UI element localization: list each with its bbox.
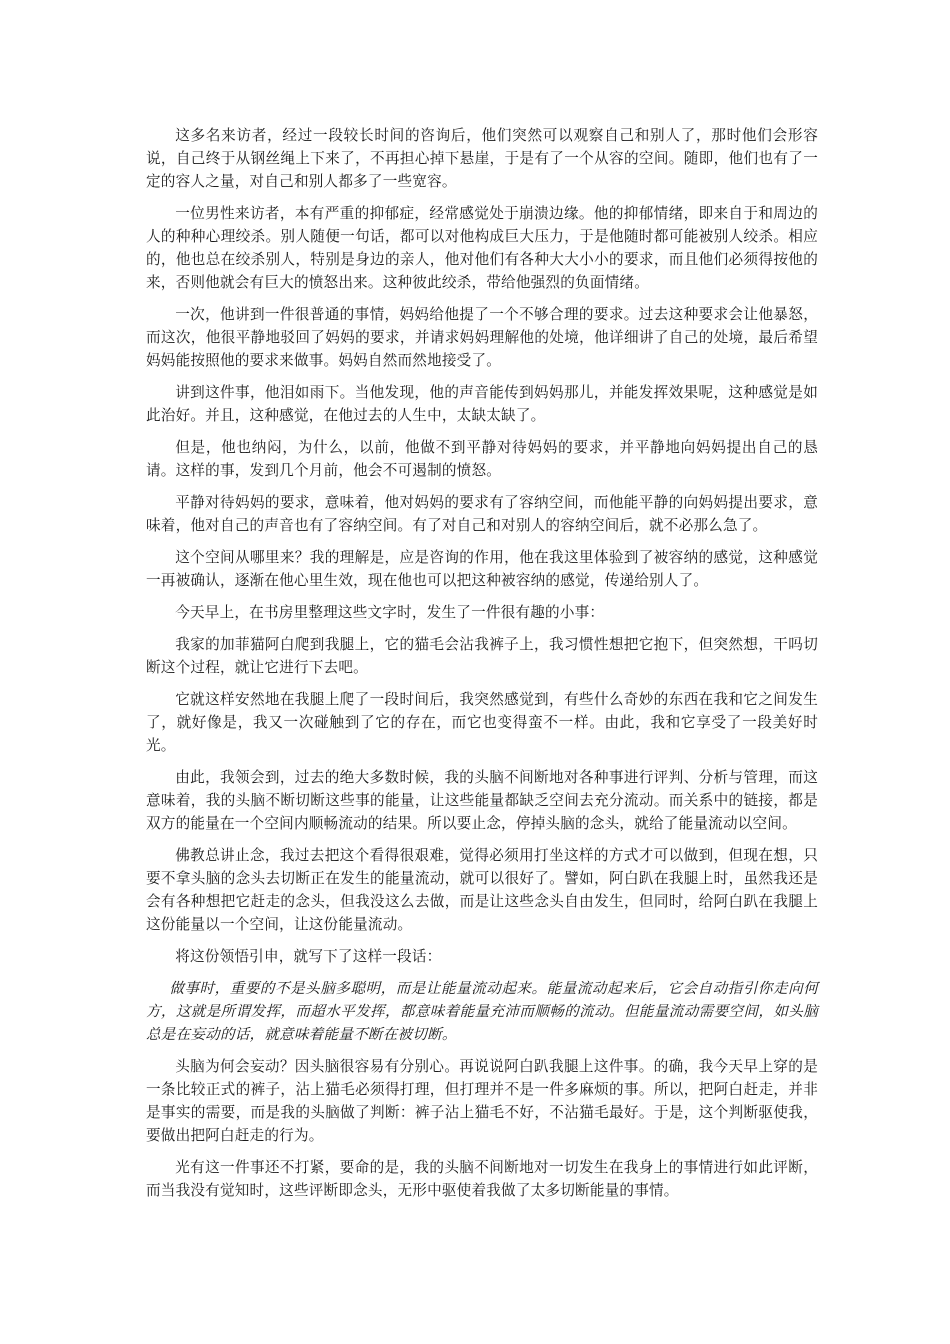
- paragraph: 这多名来访者，经过一段较长时间的咨询后，他们突然可以观察自己和别人了，那时他们会形容说，自己终于从钢丝绳上下来了，不再担心掉下悬崖，于是有了一个从容的空间。随即，他们也有了一定的容人之量，对自己和别人都多了一些宽容。: [146, 127, 818, 190]
- paragraph: 今天早上，在书房里整理这些文字时，发生了一件很有趣的小事：: [175, 604, 605, 621]
- paragraph: 我家的加菲猫阿白爬到我腿上，它的猫毛会沾我裤子上，我习惯性想把它抱下，但突然想，干吗切断这个过程，就让它进行下去吧。: [146, 636, 818, 676]
- paragraph: 平静对待妈妈的要求，意味着，他对妈妈的要求有了容纳空间，而他能平静的向妈妈提出要求，意味着，他对自己的声音也有了容纳空间。有了对自己和对别人的容纳空间后，就不必那么急了。: [146, 494, 818, 534]
- paragraph: 一位男性来访者，本有严重的抑郁症，经常感觉处于崩溃边缘。他的抑郁情绪，即来自于和周边的人的种种心理绞杀。别人随便一句话，都可以对他构成巨大压力，于是他随时都可能被别人绞杀。相应的，他也总在绞杀别人，特别是身边的亲人，他对他们有各种大大小小的要求，而且他们必须得按他的来，否则他就会有巨大的愤怒出来。这种彼此绞杀，带给他强烈的负面情绪。: [146, 205, 818, 291]
- paragraph: 一次，他讲到一件很普通的事情，妈妈给他提了一个不够合理的要求。过去这种要求会让他暴怒，而这次，他很平静地驳回了妈妈的要求，并请求妈妈理解他的处境，他详细讲了自己的处境，最后希望妈妈能按照他的要求来做事。妈妈自然而然地接受了。: [146, 306, 818, 369]
- paragraph: 但是，他也纳闷，为什么，以前，他做不到平静对待妈妈的要求，并平静地向妈妈提出自己的恳请。这样的事，发到几个月前，他会不可遏制的愤怒。: [146, 439, 818, 479]
- document-body: [146, 124, 818, 1211]
- paragraph: 光有这一件事还不打紧，要命的是，我的头脑不间断地对一切发生在我身上的事情进行如此评断，而当我没有觉知时，这些评断即念头，无形中驱使着我做了太多切断能量的事情。: [146, 1159, 818, 1199]
- paragraph: 头脑为何会妄动？因头脑很容易有分别心。再说说阿白趴我腿上这件事。的确，我今天早上穿的是一条比较正式的裤子，沾上猫毛必须得打理，但打理并不是一件多麻烦的事。所以，把阿白赶走，并非是事实的需要，而是我的头脑做了判断：裤子沾上猫毛不好，不沾猫毛最好。于是，这个判断驱使我，要做出把阿白赶走的行为。: [146, 1058, 818, 1144]
- quote-paragraph: 做事时，重要的不是头脑多聪明，而是让能量流动起来。能量流动起来后，它会自动指引你走向何方，这就是所谓发挥，而超水平发挥，都意味着能量充沛而顺畅的流动。但能量流动需要空间，如头脑总是在妄动的话，就意味着能量不断在被切断。: [146, 980, 818, 1043]
- paragraph: 这个空间从哪里来？我的理解是，应是咨询的作用，他在我这里体验到了被容纳的感觉，这种感觉一再被确认，逐渐在他心里生效，现在他也可以把这种被容纳的感觉，传递给别人了。: [146, 549, 818, 589]
- paragraph: 由此，我领会到，过去的绝大多数时候，我的头脑不间断地对各种事进行评判、分析与管理，而这意味着，我的头脑不断切断这些事的能量，让这些能量都缺乏空间去充分流动。而关系中的链接，都是双方的能量在一个空间内顺畅流动的结果。所以要止念，停掉头脑的念头，就给了能量流动以空间。: [146, 769, 818, 832]
- paragraph: 将这份领悟引申，就写下了这样一段话：: [175, 948, 442, 965]
- paragraph: 讲到这件事，他泪如雨下。当他发现，他的声音能传到妈妈那儿，并能发挥效果呢，这种感觉是如此治好。并且，这种感觉，在他过去的人生中，太缺太缺了。: [146, 384, 818, 424]
- paragraph: 佛教总讲止念，我过去把这个看得很艰难，觉得必须用打坐这样的方式才可以做到，但现在想，只要不拿头脑的念头去切断正在发生的能量流动，就可以很好了。譬如，阿白趴在我腿上时，虽然我还是会有各种想把它赶走的念头，但我没这么去做，而是让这些念头自由发生，但同时，给阿白趴在我腿上这份能量以一个空间，让这份能量流动。: [146, 847, 818, 933]
- paragraph: 它就这样安然地在我腿上爬了一段时间后，我突然感觉到，有些什么奇妙的东西在我和它之间发生了，就好像是，我又一次碰触到了它的存在，而它也变得蛮不一样。由此，我和它享受了一段美好时光。: [146, 691, 818, 754]
